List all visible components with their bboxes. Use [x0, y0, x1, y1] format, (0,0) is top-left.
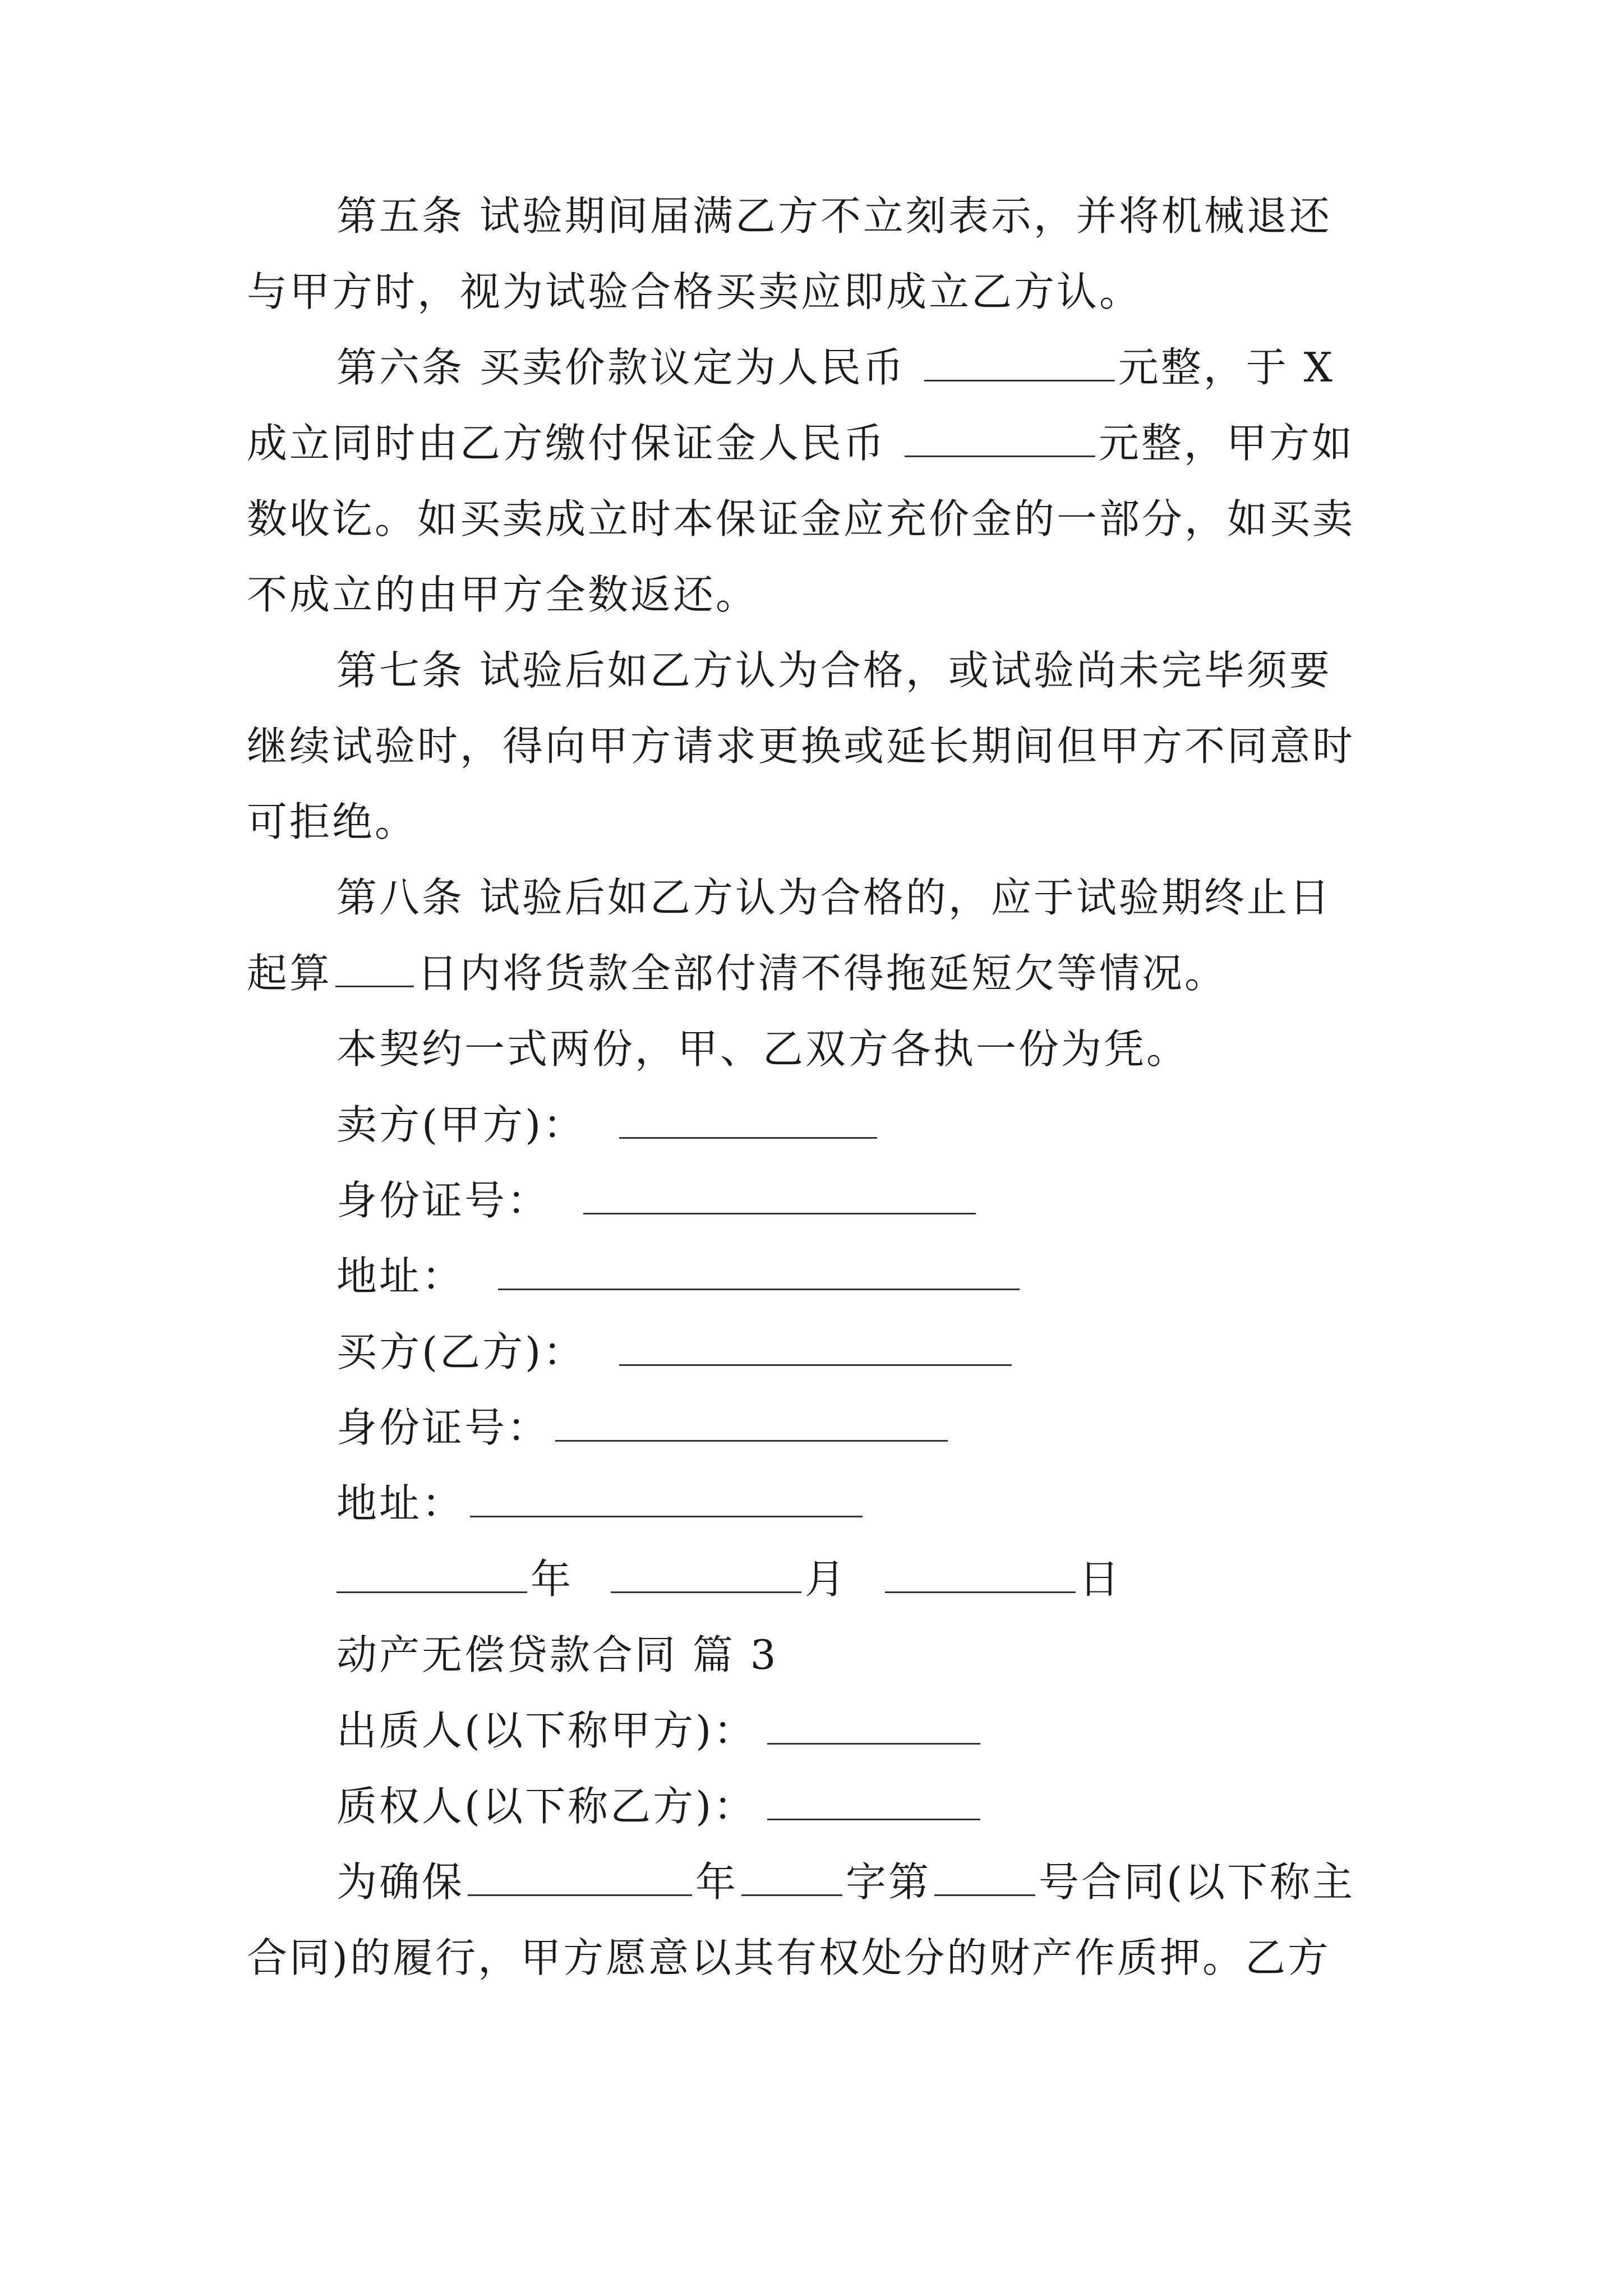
- blank-line: [934, 1860, 1035, 1896]
- text: 字第: [846, 1858, 932, 1906]
- article-6-line-2: [247, 415, 1354, 471]
- text: 为确保: [336, 1858, 465, 1906]
- text: 第五条 试验期间届满乙方不立刻表示，并将机械退还: [336, 192, 1332, 240]
- seller-line: [336, 1097, 880, 1153]
- blank-line: [555, 1405, 948, 1442]
- text: 质权人(以下称乙方)：: [336, 1783, 757, 1830]
- blank-line: [767, 1784, 980, 1820]
- text: 卖方(甲方)：: [336, 1101, 586, 1148]
- text: 第八条 试验后如乙方认为合格的，应于试验期终止日: [336, 874, 1332, 921]
- article-8-line-2: [247, 945, 1227, 1001]
- text: 起算: [247, 950, 333, 997]
- article-7-line-3: [247, 794, 417, 850]
- article-8-line-1: [336, 869, 1332, 926]
- article-7-line-2: [247, 718, 1355, 774]
- buyer-line: [336, 1324, 1015, 1380]
- text: 可拒绝。: [247, 798, 418, 845]
- text: 日: [1078, 1556, 1122, 1603]
- article-5-line-2: [247, 264, 1142, 320]
- text: 与甲方时，视为试验合格买卖应即成立乙方认。: [247, 268, 1142, 315]
- text: 年: [531, 1556, 574, 1603]
- text: 继续试验时，得向甲方请求更换或延长期间但甲方不同意时: [247, 723, 1355, 770]
- article-6-line-3: [247, 491, 1355, 547]
- text: 不成立的由甲方全数返还。: [247, 571, 759, 618]
- text: 元整，甲方如: [1098, 420, 1354, 467]
- article-7-line-1: [336, 642, 1332, 698]
- blank-line: [619, 1329, 1012, 1366]
- blank-line: [924, 345, 1115, 381]
- blank-line: [885, 1557, 1076, 1593]
- text: 地址：: [336, 1480, 465, 1527]
- buyer-address-line: [336, 1475, 866, 1531]
- seller-address-line: [336, 1248, 1023, 1304]
- text: 身份证号：: [336, 1177, 550, 1224]
- text: 日内将货款全部付清不得拖延短欠等情况。: [417, 950, 1228, 997]
- contract-copies-line: [336, 1021, 1189, 1077]
- buyer-id-line: [336, 1400, 951, 1456]
- pledgee-line: [336, 1778, 984, 1834]
- text: 数收讫。如买卖成立时本保证金应充价金的一部分，如买卖: [247, 495, 1355, 542]
- article-6-line-1: [336, 339, 1335, 395]
- text: 年: [695, 1858, 739, 1906]
- blank-line: [741, 1860, 842, 1896]
- blank-line: [583, 1178, 976, 1214]
- text: 合同)的履行，甲方愿意以其有权处分的财产作质押。乙方: [247, 1934, 1331, 1981]
- blank-line: [767, 1708, 980, 1745]
- blank-line: [335, 951, 414, 987]
- text: 月: [804, 1556, 847, 1603]
- blank-line: [336, 1557, 527, 1593]
- text: 出质人(以下称甲方)：: [336, 1707, 757, 1754]
- text: 地址：: [336, 1253, 465, 1300]
- text: 成立同时由乙方缴付保证金人民币: [247, 420, 901, 467]
- text: 动产无偿贷款合同 篇 3: [336, 1631, 778, 1678]
- text: 本契约一式两份，甲、乙双方各执一份为凭。: [336, 1025, 1189, 1073]
- text: 号合同(以下称主: [1039, 1858, 1355, 1906]
- section-heading: [336, 1627, 778, 1683]
- guarantee-line-2: [247, 1930, 1330, 1986]
- text: 买方(乙方)：: [336, 1328, 586, 1375]
- date-line: [336, 1551, 1122, 1607]
- text: 第七条 试验后如乙方认为合格，或试验尚未完毕须要: [336, 647, 1332, 694]
- guarantee-line-1: [336, 1854, 1355, 1910]
- text: 第六条 买卖价款议定为人民币: [336, 344, 921, 391]
- text: 元整，于 X: [1118, 344, 1335, 391]
- article-6-line-4: [247, 567, 758, 623]
- blank-line: [498, 1254, 1020, 1290]
- text: 身份证号：: [336, 1404, 550, 1451]
- blank-line: [470, 1481, 863, 1517]
- pledgor-line: [336, 1703, 984, 1759]
- seller-id-line: [336, 1172, 979, 1228]
- blank-line: [905, 421, 1095, 457]
- blank-line: [611, 1557, 801, 1593]
- blank-line: [619, 1102, 877, 1139]
- article-5-line-1: [336, 188, 1332, 244]
- blank-line: [468, 1860, 692, 1896]
